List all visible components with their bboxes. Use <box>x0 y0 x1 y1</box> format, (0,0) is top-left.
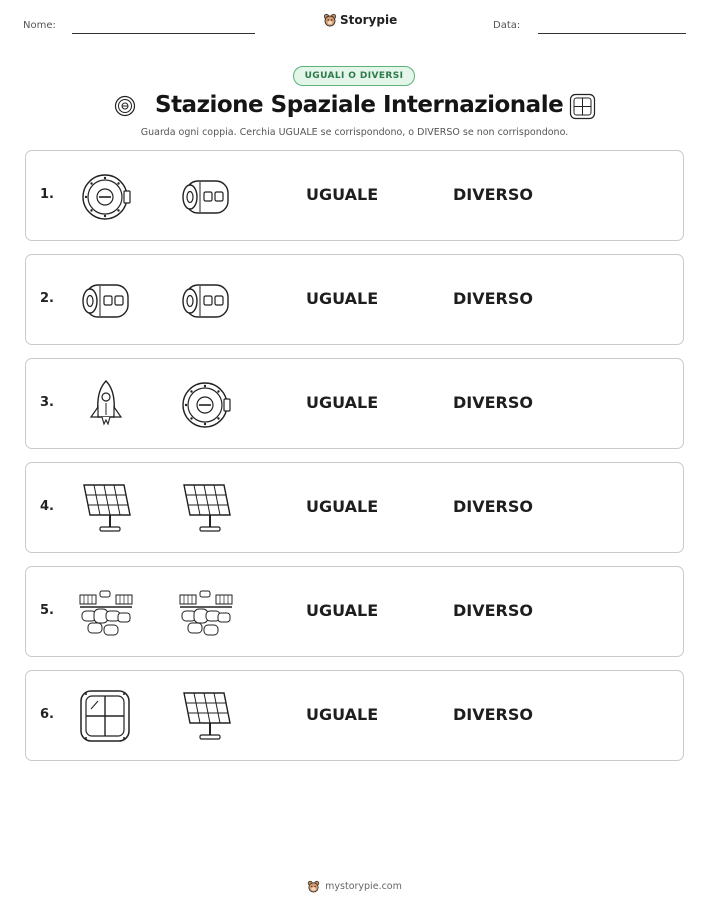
footer <box>0 880 709 893</box>
name-label: Nome: <box>23 20 56 31</box>
module-icon <box>78 273 134 329</box>
bear-mascot-icon <box>307 880 320 893</box>
question-number: 1. <box>40 187 54 202</box>
bear-mascot-icon <box>323 13 337 27</box>
footer-url[interactable]: mystorypie.com <box>325 881 402 892</box>
option-different[interactable]: DIVERSO <box>453 185 533 204</box>
brand-name: Storypie <box>340 13 398 27</box>
name-field-line[interactable] <box>72 33 255 34</box>
space-station-icon <box>178 585 234 641</box>
option-different[interactable]: DIVERSO <box>453 601 533 620</box>
option-same[interactable]: UGUALE <box>306 289 379 308</box>
instructions: Guarda ogni coppia. Cerchia UGUALE se corrispondono, o DIVERSO se non corrispondono. <box>140 127 569 138</box>
question-number: 3. <box>40 395 54 410</box>
solar-panel-icon <box>78 481 134 537</box>
module-icon <box>178 169 234 225</box>
option-same[interactable]: UGUALE <box>306 705 379 724</box>
hatch-icon <box>178 377 234 433</box>
module-icon <box>178 273 234 329</box>
date-label: Data: <box>493 20 521 31</box>
window-icon <box>569 93 596 120</box>
question-row-2 <box>25 254 684 345</box>
solar-panel-icon <box>178 481 234 537</box>
question-number: 2. <box>40 291 54 306</box>
question-number: 5. <box>40 603 54 618</box>
solar-panel-icon <box>178 689 234 745</box>
option-same[interactable]: UGUALE <box>306 497 379 516</box>
option-same[interactable]: UGUALE <box>306 393 379 412</box>
option-same[interactable]: UGUALE <box>306 185 379 204</box>
porthole-hatch-icon <box>114 95 136 117</box>
question-number: 6. <box>40 707 54 722</box>
question-number: 4. <box>40 499 54 514</box>
window-icon <box>78 689 134 745</box>
space-station-icon <box>78 585 134 641</box>
option-different[interactable]: DIVERSO <box>453 393 533 412</box>
hatch-icon <box>78 169 134 225</box>
question-row-5 <box>25 566 684 657</box>
brand-logo <box>323 13 397 27</box>
question-row-6 <box>25 670 684 761</box>
rocket-icon <box>78 377 134 433</box>
page-title: Stazione Spaziale Internazionale <box>155 92 564 118</box>
question-row-4 <box>25 462 684 553</box>
title-row <box>0 90 709 124</box>
worksheet-type-badge: UGUALI O DIVERSI <box>293 66 415 86</box>
question-row-1 <box>25 150 684 241</box>
option-different[interactable]: DIVERSO <box>453 497 533 516</box>
option-different[interactable]: DIVERSO <box>453 705 533 724</box>
question-row-3 <box>25 358 684 449</box>
option-different[interactable]: DIVERSO <box>453 289 533 308</box>
date-field-line[interactable] <box>538 33 686 34</box>
option-same[interactable]: UGUALE <box>306 601 379 620</box>
